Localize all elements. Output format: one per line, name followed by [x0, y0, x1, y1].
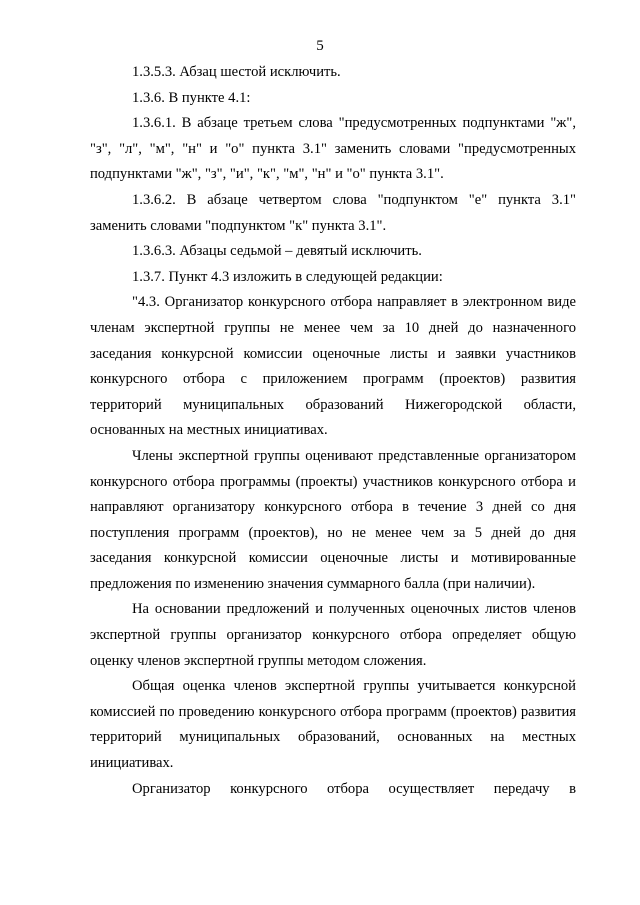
page-number: 5: [316, 38, 324, 54]
paragraph-commission-consideration: Общая оценка членов экспертной группы учитывается конкурсной комиссией по проведению конкурсного отбора программ (проектов) развития территорий муниципальных образований, основанных на местных инициативах.: [90, 678, 576, 772]
paragraph-4-3-intro: "4.3. Организатор конкурсного отбора направляет в электронном виде членам экспертной группы не менее чем за 10 дней до назначенного заседания конкурсной комиссии оценочные листы и заявки участников конкурсного отбора с приложением программ (проектов) развития территорий муниципальных образований Нижегородской области, основанных на местных инициативах.: [90, 294, 576, 439]
paragraph-1-3-5-3: 1.3.5.3. Абзац шестой исключить.: [132, 64, 341, 80]
paragraph-1-3-6-1: 1.3.6.1. В абзаце третьем слова "предусмотренных подпунктами "ж", "з", "л", "м", "н" и "о" пункта 3.1" заменить словами "предусмотренных подпунктами "ж", "з", "и", "к", "м", "н" и "о" пункта 3.1".: [90, 115, 576, 183]
paragraph-1-3-6-3: 1.3.6.3. Абзацы седьмой – девятый исключить.: [132, 243, 422, 260]
paragraph-expert-evaluation: Члены экспертной группы оценивают представленные организатором конкурсного отбора программы (проекты) участников конкурсного отбора и направляют организатору конкурсного отбора в течение 3 дней со дня поступления программ (проектов), но не менее чем за 5 дней до дня заседания конкурсной комиссии оценочные листы и мотивированные предложения по изменению значения суммарного балла (при наличии).: [90, 447, 576, 592]
paragraph-1-3-7: 1.3.7. Пункт 4.3 изложить в следующей редакции:: [132, 268, 443, 285]
document-body: [90, 60, 576, 802]
paragraph-1-3-6-2: 1.3.6.2. В абзаце четвертом слова "подпунктом "е" пункта 3.1" заменить словами "подпунктом "к" пункта 3.1".: [90, 191, 576, 234]
paragraph-organizer-transfer: Организатор конкурсного отбора осуществляет передачу в: [132, 780, 576, 797]
paragraph-overall-score: На основании предложений и полученных оценочных листов членов экспертной группы организатор конкурсного отбора определяет общую оценку членов экспертной группы методом сложения.: [90, 601, 576, 669]
paragraph-1-3-6: 1.3.6. В пункте 4.1:: [132, 89, 251, 106]
